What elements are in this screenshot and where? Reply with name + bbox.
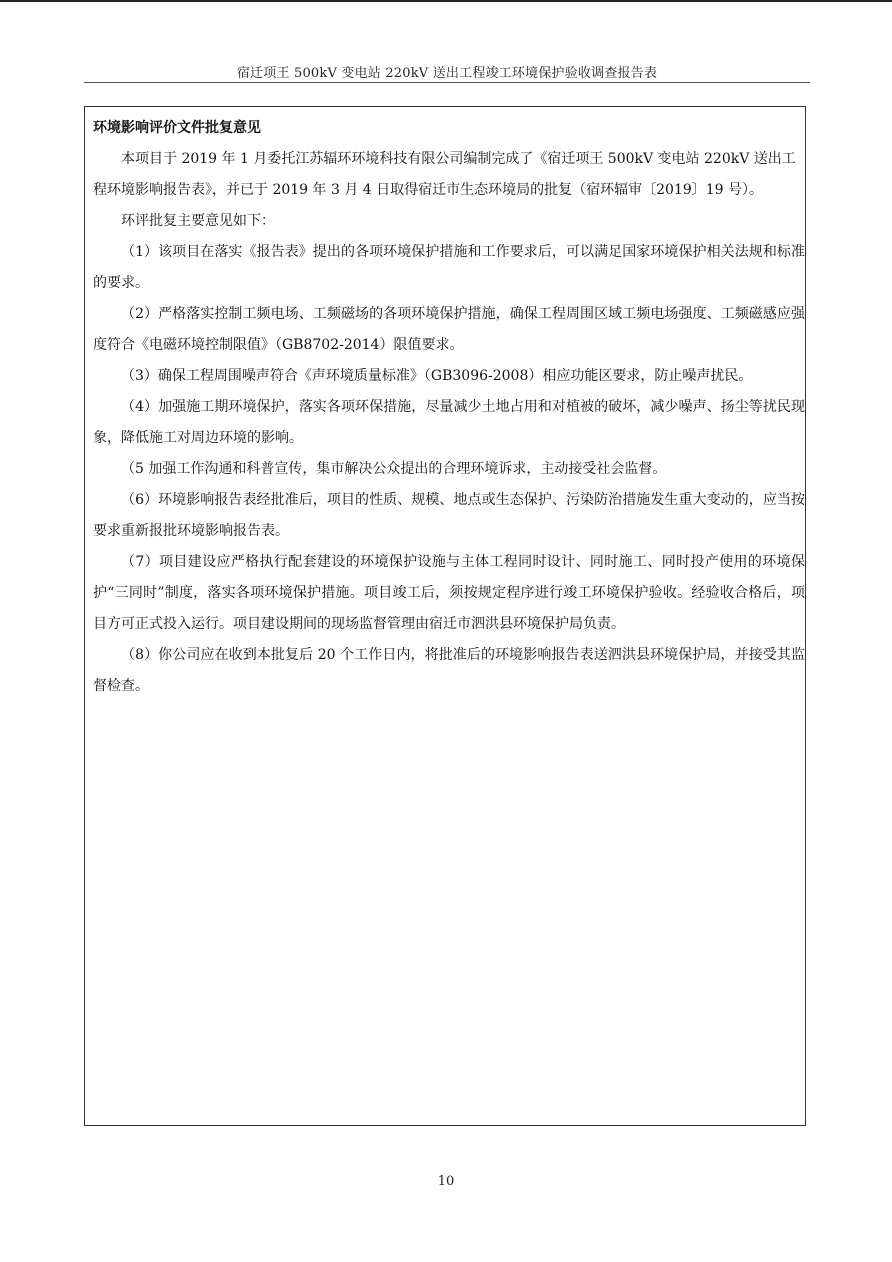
approval-opinions-section xyxy=(93,113,805,702)
page-header-title: 宿迁项王 500kV 变电站 220kV 送出工程竣工环境保护验收调查报告表 xyxy=(236,66,658,81)
header-divider xyxy=(84,82,810,83)
opinion-item-5: （5 加强工作沟通和科普宣传，集市解决公众提出的合理环境诉求，主动接受社会监督。 xyxy=(121,461,667,477)
opinion-item-8: （8）你公司应在收到本批复后 20 个工作日内，将批准后的环境影响报告表送泗洪县环境保护局，并接受其监督检查。 xyxy=(93,647,805,694)
opinion-item-4: （4）加强施工期环境保护，落实各项环保措施，尽量减少土地占用和对植被的破坏，减少噪声、扬尘等扰民现象，降低施工对周边环境的影响。 xyxy=(93,399,805,446)
opinion-item-2: （2）严格落实控制工频电场、工频磁场的各项环境保护措施，确保工程周围区域工频电场强度、工频磁感应强度符合《电磁环境控制限值》（GB8702-2014）限值要求。 xyxy=(93,306,805,353)
opinion-item-1: （1）该项目在落实《报告表》提出的各项环境保护措施和工作要求后，可以满足国家环境保护相关法规和标准的要求。 xyxy=(93,244,805,291)
opinion-item-3: （3）确保工程周围噪声符合《声环境质量标准》（GB3096-2008）相应功能区要求，防止噪声扰民。 xyxy=(121,368,753,384)
intro-paragraph: 本项目于 2019 年 1 月委托江苏辐环环境科技有限公司编制完成了《宿迁项王 500kV 变电站 220kV 送出工程环境影响报告表》，并已于 2019 年 3 月 4 日取得宿迁市生态环境局的批复（宿环辐审〔2019〕19 号）。 xyxy=(93,151,796,198)
page-number: 10 xyxy=(437,1174,455,1189)
section-title: 环境影响评价文件批复意见 xyxy=(93,120,261,136)
opinion-item-7: （7）项目建设应严格执行配套建设的环境保护设施与主体工程同时设计、同时施工、同时投产使用的环境保护“三同时”制度，落实各项环境保护措施。项目竣工后，须按规定程序进行竣工环境保护验收。经验收合格后，项目方可正式投入运行。项目建设期间的现场监督管理由宿迁市泗洪县环境保护局负责。 xyxy=(93,554,805,632)
lead-paragraph: 环评批复主要意见如下： xyxy=(121,213,275,229)
opinion-item-6: （6）环境影响报告表经批准后，项目的性质、规模、地点或生态保护、污染防治措施发生重大变动的，应当按要求重新报批环境影响报告表。 xyxy=(93,492,805,539)
top-border-line xyxy=(0,0,892,2)
